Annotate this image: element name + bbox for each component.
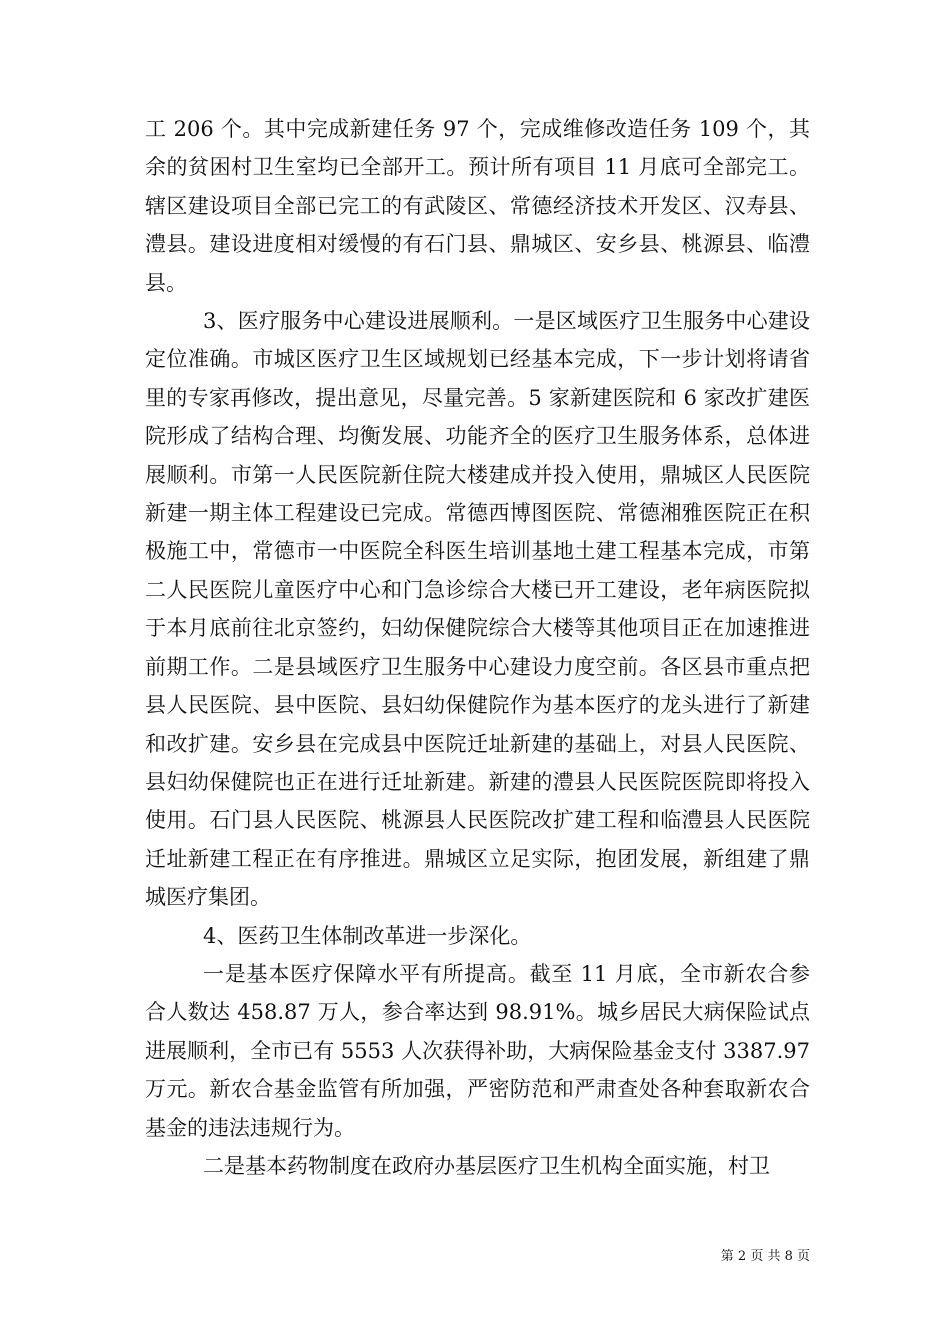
section-heading-health-reform: 4、医药卫生体制改革进一步深化。	[203, 923, 532, 948]
document-body	[145, 110, 810, 1185]
paragraph-rural-clinic-progress: 工 206 个。其中完成新建任务 97 个，完成维修改造任务 109 个，其余的贫困村卫生室均已全部开工。预计所有项目 11 月底可全部完工。辖区建设项目全部已完工的有武陵区、常德经济技术开发区、汉寿县、澧县。建设进度相对缓慢的有石门县、鼎城区、安乡县、桃源县、临澧县。	[145, 117, 810, 295]
paragraph-medical-center-construction: 3、医疗服务中心建设进展顺利。一是区域医疗卫生服务中心建设定位准确。市城区医疗卫生区域规划已经基本完成，下一步计划将请省里的专家再修改，提出意见，尽量完善。5 家新建医院和 6 家改扩建医院形成了结构合理、均衡发展、功能齐全的医疗卫生服务体系，总体进展顺利。市第一人民医院新住院大楼建成并投入使用，鼎城区人民医院新建一期主体工程建设已完成。常德西博图医院、常德湘雅医院正在积极施工中，常德市一中医院全科医生培训基地土建工程基本完成，市第二人民医院儿童医疗中心和门急诊综合大楼已开工建设，老年病医院拟于本月底前往北京签约，妇幼保健院综合大楼等其他项目正在加速推进前期工作。二是县域医疗卫生服务中心建设力度空前。各区县市重点把县人民医院、县中医院、县妇幼保健院作为基本医疗的龙头进行了新建和改扩建。安乡县在完成县中医院迁址新建的基础上，对县人民医院、县妇幼保健院也正在进行迁址新建。新建的澧县人民医院医院即将投入使用。石门县人民医院、桃源县人民医院改扩建工程和临澧县人民医院迁址新建工程正在有序推进。鼎城区立足实际，抱团发展，新组建了鼎城医疗集团。	[145, 309, 810, 910]
paragraph-basic-medical-insurance: 一是基本医疗保障水平有所提高。截至 11 月底，全市新农合参合人数达 458.87 万人，参合率达到 98.91%。城乡居民大病保险试点进展顺利，全市已有 5553 人次获得补助，大病保险基金支付 3387.97 万元。新农合基金监管有所加强，严密防范和严肃查处各种套取新农合基金的违法违规行为。	[145, 961, 810, 1140]
page-number-footer: 第 2 页 共 8 页	[720, 1249, 810, 1264]
paragraph-essential-drug-system: 二是基本药物制度在政府办基层医疗卫生机构全面实施，村卫	[203, 1153, 770, 1178]
